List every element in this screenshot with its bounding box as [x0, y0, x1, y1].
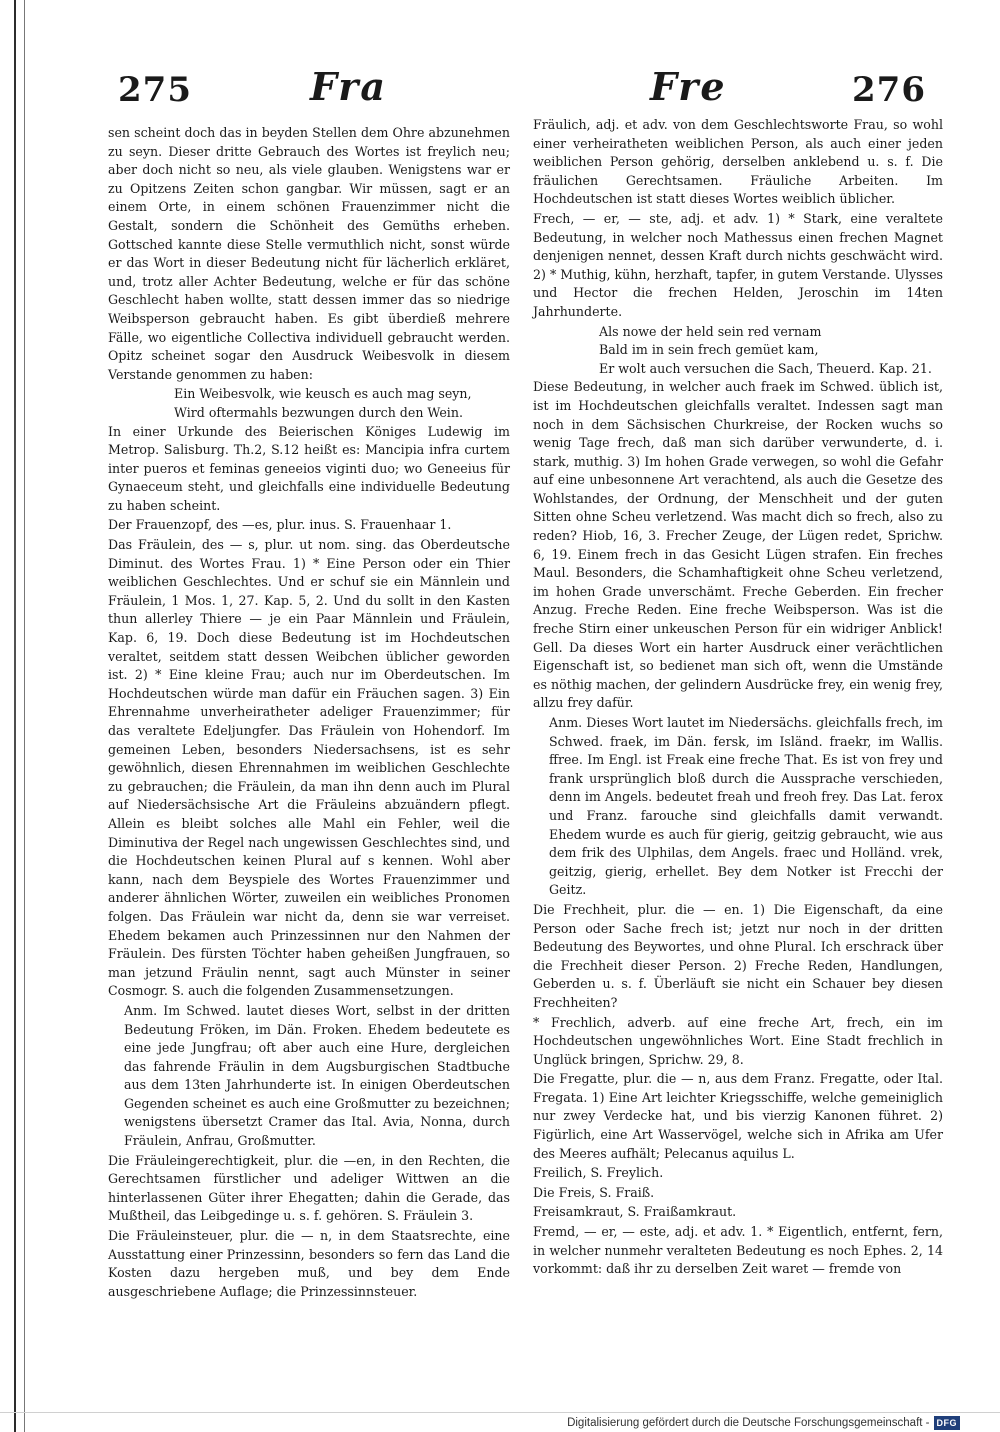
dictionary-entry: Der Frauenzopf, des —es, plur. inus. S. Frauenhaar 1. [108, 517, 452, 533]
dictionary-entry: Das Fräulein, des — s, plur. ut nom. sing. das Oberdeutsche Diminut. des Wortes Frau. 1) * Eine Person oder ein Thier weiblichen Geschlechtes. Und er schuf sie ein Männlein und Fräulein, 1 Mos. 1, 27. Kap. 5, 2. Und du sollt in den Kasten thun allerley Thiere — je ein Paar Männlein und Fräulein, Kap. 6, 19. Doch diese Bedeutung ist im Hochdeutschen veraltet, seitdem statt dessen Weibchen üblicher geworden ist. 2) * Eine kleine Frau; auch nur im Oberdeutschen. Im Hochdeutschen würde man dafür ein Fräuchen sagen. 3) Ein Ehrennahme unverheiratheter adeliger Frauenzimmer; für das veraltete Edeljungfer. Das Fräulein von Hohendorf. Im gemeinen Leben, besonders Niedersachsens, ist es sehr gewöhnlich, diesen Ehrennahmen im weiblichen Geschlechte zu gebrauchen; die Fräulein, da man ihn denn auch im Plural auf Niedersächsische Art die Fräuleins abzuändern pflegt. Allein es bleibt solches alle Mahl ein Fehler, weil die Diminutiva der Regel nach ungewissen Geschlechtes sind, und die Hochdeutschen keinen Plural auf s kennen. Wohl aber kann, nach dem Beyspiele des Wortes Frauenzimmer und anderer ähnlichen Wörter, zuweilen ein weibliches Pronomen folgen. Das Fräulein war nicht da, denn sie war verreiset. Ehedem bekamen auch Prinzessinnen nur den Nahmen der Fräulein. Des fürsten Töchter haben geheißen Jungfrauen, so man jetzund Fräulin nennt, sagt auch Münster in seiner Cosmogr. S. auch die folgenden Zusammensetzungen. [108, 537, 510, 999]
dictionary-entry: Fremd, — er, — este, adj. et adv. 1. * Eigentlich, entfernt, fern, in welcher nunmehr veralteten Bedeutung es noch Ephes. 2, 14 vorkommt: daß ihr zu derselben Zeit waret — fremde von [533, 1224, 943, 1277]
dictionary-entry: Die Frechheit, plur. die — en. 1) Die Eigenschaft, da eine Person oder Sache frech ist; jetzt nur noch in der dritten Bedeutung des Beywortes, und ohne Plural. Ich erschrack über die Frechheit dieser Person. 2) Freche Reden, Handlungen, Geberden u. s. f. Überläuft sie nicht ein Schauer bey diesen Frechheiten? [533, 901, 943, 1010]
dictionary-entry: Die Fregatte, plur. die — n, aus dem Franz. Fregatte, oder Ital. Fregata. 1) Eine Art leichter Kriegsschiffe, welche gemeiniglich nur zwey Verdecke hat, und bis vierzig Kanonen führet. 2) Figürlich, eine Art Wasservögel, welche sich in Afrika am Ufer des Meeres aufhält; Pelecanus aquilus L. [533, 1071, 943, 1161]
dictionary-entry: Die Freis, S. Fraiß. [533, 1184, 655, 1200]
paragraph: In einer Urkunde des Beierischen Königes Ludewig im Metrop. Salisburg. Th.2, S.12 heißt es: Mancipia infra curtem inter pueros et feminas geneeios viginti duo; wo Geneeius für Gynaeceum steht, und gleichfalls eine individuelle Bedeutung zu haben scheint. [108, 423, 510, 513]
verse-line: Bald im in sein frech gemüet kam, [599, 342, 819, 358]
right-running-head: Fre [650, 64, 727, 109]
dictionary-entry: * Frechlich, adverb. auf eine freche Art, frech, ein im Hochdeutschen ungewöhnliches Wort. Eine Stadt frechlich in Unglück bringen, Sprichw. 29, 8. [533, 1014, 943, 1067]
book-spine-edge [14, 0, 16, 1432]
dictionary-entry: Freisamkraut, S. Fraißamkraut. [533, 1204, 737, 1220]
left-running-head: Fra [310, 64, 387, 109]
dictionary-entry: Freilich, S. Freylich. [533, 1165, 664, 1181]
funding-footer [567, 1415, 960, 1431]
funding-text: Digitalisierung gefördert durch die Deutsche Forschungsgemeinschaft - [567, 1417, 930, 1429]
dictionary-entry: Fräulich, adj. et adv. von dem Geschlechtsworte Frau, so wohl einer verheiratheten weiblichen Person, als auch einer jeden weiblichen Person gehörig, derselben anklebend u. s. f. Die fräulichen Gerechtsamen. Fräuliche Arbeiten. Im Hochdeutschen ist statt dieses Wortes weiblich üblicher. [533, 117, 943, 207]
left-page-number: 275 [118, 70, 192, 110]
dfg-logo: DFG [934, 1416, 961, 1430]
verse-line: Wird oftermahls bezwungen durch den Wein. [174, 404, 463, 420]
verse-line: Als nowe der held sein red vernam [599, 323, 822, 339]
right-column [533, 116, 943, 1277]
dictionary-entry: Frech, — er, — ste, adj. et adv. 1) * Stark, eine veraltete Bedeutung, in welcher noch Mathessus einen frechen Magnet denjenigen nennet, dessen Kraft durch nichts geschwächt wird. 2) * Muthig, kühn, herzhaft, tapfer, in gutem Verstande. Ulysses und Hector die frechen Helden, Jeroschin im 14ten Jahrhunderte. [533, 210, 943, 319]
dictionary-entry: Die Fräuleingerechtigkeit, plur. die —en, in den Rechten, die Gerechtsamen fürstlicher und adeliger Wittwen an die hinterlassenen Güter ihrer Ehegatten; dahin die Gerade, das Mußtheil, das Leibgedinge u. s. f. gehören. S. Fräulein 3. [108, 1152, 510, 1224]
verse-line: Ein Weibesvolk, wie keusch es auch mag seyn, [174, 386, 472, 402]
left-column [108, 124, 510, 1299]
annotation-note: Anm. Im Schwed. lautet dieses Wort, selbst in der dritten Bedeutung Fröken, im Dän. Froken. Ehedem bedeutete es eine jede Jungfrau; oft aber auch eine Hure, dergleichen das fahrende Fräulin in dem Augsburgischen Stadtbuche aus dem 13ten Jahrhunderte ist. In einigen Oberdeutschen Gegenden scheinet es auch eine Großmutter zu bezeichnen; wenigstens übersetzt Cramer das Ital. Avia, Nonna, durch Fräulein, Anfrau, Großmutter. [124, 1002, 510, 1149]
verse-line: Er wolt auch versuchen die Sach, Theuerd. Kap. 21. [599, 360, 932, 376]
footer-divider [0, 1412, 1000, 1413]
dictionary-entry: Die Fräuleinsteuer, plur. die — n, in dem Staatsrechte, eine Ausstattung einer Prinzessinn, besonders so fern das Land die Kosten dazu hergeben muß, und bey dem Ende ausgeschriebene Auflage; die Prinzessinnsteuer. [108, 1228, 510, 1299]
paragraph: Diese Bedeutung, in welcher auch fraek im Schwed. üblich ist, ist im Hochdeutschen gleichfalls veraltet. Indessen sagt man noch in dem Sächsischen Churkreise, der Rocken wuchs so wenig Tage frech, daß man sich darüber verwunderte, d. i. stark, muthig. 3) Im hohen Grade verwegen, so wohl die Gefahr auf eine unbesonnene Art verachtend, als auch die Gesetze des Wohlstandes, der Ordnung, der Menschheit und der guten Sitten ohne Scheu verletzend. Was macht dich so frech, also zu reden? Hiob, 16, 3. Frecher Zeuge, der Lügen redet, Sprichw. 6, 19. Einem frech in das Gesicht Lügen strafen. Ein freches Maul. Besonders, die Schamhaftigkeit ohne Scheu verletzend, im hohen Grade unverschämt. Freche Geberden. Ein frecher Anzug. Freche Reden. Eine freche Weibsperson. Was ist die freche Stirn einer unkeuschen Person für ein widriger Anblick! Gell. Da dieses Wort ein harter Ausdruck einer verächtlichen Eigenschaft ist, so bedienet man sich oft, wenn die Umstände es nöthig machen, der gelindern Ausdrücke frey, ein wenig frey, allzu frey dafür. [533, 379, 943, 711]
paragraph: sen scheint doch das in beyden Stellen dem Ohre abzunehmen zu seyn. Dieser dritte Gebrauch des Wortes ist freylich neu; aber doch nicht so neu, als viele glauben. Wenigstens war er zu Opitzens Zeiten schon gangbar. Wir müssen, sagt er an einem Orte, in einem schönen Frauenzimmer nicht die Gestalt, sondern die Schönheit des Gemüths erheben. Gottsched kannte diese Stelle vermuthlich nicht, sonst würde er das Wort in dieser Bedeutung nicht für lächerlich erkläret, und, trotz aller Achter Bedeutung, welche er für das schöne Geschlecht haben wollte, statt dessen immer das so niedrige Weibsperson gebraucht haben. Es gibt überdieß mehrere Fälle, wo eigentliche Collectiva individuell gebraucht werden. Opitz scheinet sogar den Ausdruck Weibesvolk in diesem Verstande genommen zu haben: [108, 125, 510, 382]
right-page-number: 276 [852, 70, 926, 110]
annotation-note: Anm. Dieses Wort lautet im Niedersächs. gleichfalls frech, im Schwed. fraek, im Dän. fersk, im Isländ. fraekr, im Wallis. ffree. Im Engl. ist Freak eine freche That. Es ist von frey und frank ursprünglich bloß durch die Aussprache verschieden, denn im Angels. bedeutet freah und freoh frey. Das Lat. ferox und Franz. farouche sind gleichfalls damit verwandt. Ehedem wurde es auch für gierig, geitzig gebraucht, wie aus dem frik des Ulphilas, dem Angels. fraec und Holländ. vrek, geitzig, gierig, erhellet. Bey dem Notker ist Frecchi der Geitz. [549, 715, 943, 898]
book-spine-shadow [24, 0, 25, 1432]
